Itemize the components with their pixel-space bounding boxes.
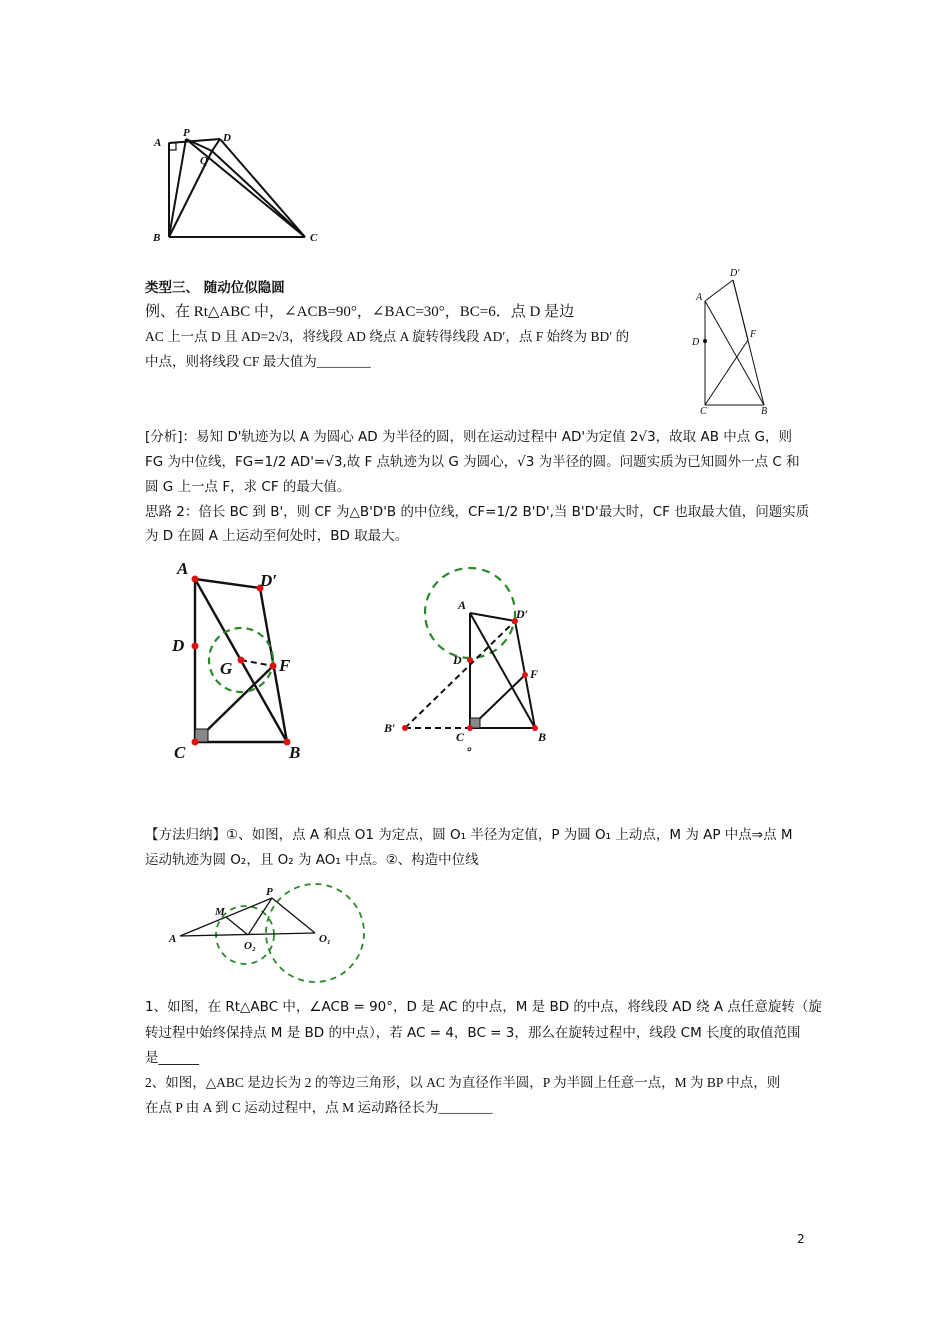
label-A: A <box>169 933 177 945</box>
analysis-line-4: 思路 2：倍长 BC 到 B'，则 CF 为△B'D'B 的中位线，CF=1/2 B'D',当 B'D'最大时，CF 也取最大值，问题实质 <box>145 504 810 520</box>
example-line-3: 中点，则将线段 CF 最大值为________ <box>145 354 371 369</box>
label-P: P <box>183 127 190 139</box>
label-D: D <box>223 132 231 144</box>
label-P: P <box>266 886 273 898</box>
label-A: A <box>458 598 467 612</box>
problem1-line-3: 是______ <box>145 1050 199 1066</box>
label-B-prime: B′ <box>384 721 396 735</box>
label-F: F <box>530 667 539 681</box>
figure-midpoint-circles <box>160 880 375 990</box>
label-O1: O₁ <box>319 933 331 945</box>
section-title: 类型三、 随动位似隐圆 <box>145 280 285 296</box>
analysis-line-2: FG 为中位线，FG=1/2 AD'=√3,故 F 点轨迹为以 G 为圆心，√3 为半径的圆。问题实质为已知圆外一点 C 和 <box>145 454 800 470</box>
problem1-line-2: 转过程中始终保持点 M 是 BD 的中点），若 AC = 4，BC = 3，那么在旋转过程中，线段 CM 长度的取值范围 <box>145 1025 801 1041</box>
label-C: C <box>174 743 186 762</box>
analysis-line-5: 为 D 在圆 A 上运动至何处时，BD 取最大。 <box>145 528 409 544</box>
label-F: F <box>279 656 291 675</box>
analysis-line-3: 圆 G 上一点 F，求 CF 的最大值。 <box>145 479 351 495</box>
problem1-line-1: 1、如图，在 Rt△ABC 中，∠ACB = 90°，D 是 AC 的中点，M 是 BD 的中点，将线段 AD 绕 A 点任意旋转（旋 <box>145 999 822 1015</box>
label-D-prime: D′ <box>730 268 740 279</box>
label-D: D <box>692 337 700 348</box>
problem2-line-2: 在点 P 由 A 到 C 运动过程中，点 M 运动路径长为________ <box>145 1100 493 1115</box>
label-dot: 。 <box>467 739 480 753</box>
label-B: B <box>153 232 161 244</box>
label-C: C <box>700 406 707 415</box>
example-line-2: AC 上一点 D 且 AD=2√3，将线段 AD 绕点 A 旋转得线段 AD′，点 F 始终为 BD′ 的 <box>145 329 630 344</box>
figure-example <box>688 265 778 415</box>
label-A: A <box>154 137 162 149</box>
label-D: D <box>172 636 185 655</box>
label-C: C <box>456 730 465 744</box>
label-B: B <box>289 743 301 762</box>
method-line-2: 运动轨迹为圆 O₂，且 O₂ 为 AO₁ 中点。②、构造中位线 <box>145 852 479 868</box>
method-line-1: 【方法归纳】①、如图，点 A 和点 O1 为定点，圆 O₁ 半径为定值，P 为圆 O₁ 上动点，M 为 AP 中点⇒点 M <box>145 827 793 843</box>
label-G: G <box>220 659 233 678</box>
label-C: C <box>310 232 318 244</box>
label-A: A <box>177 559 189 578</box>
label-D: D <box>453 653 462 667</box>
label-Q: Q <box>200 155 208 167</box>
label-A: A <box>696 292 703 303</box>
label-D-prime: D′ <box>260 571 278 590</box>
figure-circle-G <box>165 555 325 765</box>
figure-circle-A <box>378 560 563 755</box>
example-line-1: 例、在 Rt△ABC 中，∠ACB=90°，∠BAC=30°，BC=6．点 D 是边 <box>145 304 575 320</box>
figure-trapezoid <box>150 125 330 250</box>
label-M: M <box>215 906 225 918</box>
label-O2: O₂ <box>244 940 256 952</box>
label-F: F <box>750 329 757 340</box>
analysis-line-1: [分析]：易知 D'轨迹为以 A 为圆心 AD 为半径的圆，则在运动过程中 AD'为定值 2√3，故取 AB 中点 G，则 <box>145 429 792 445</box>
label-B: B <box>761 406 768 415</box>
page-number: 2 <box>797 1232 805 1246</box>
problem2-line-1: 2、如图，△ABC 是边长为 2 的等边三角形，以 AC 为直径作半圆，P 为半圆上任意一点，M 为 BP 中点，则 <box>145 1075 781 1090</box>
label-D-prime: D′ <box>516 607 529 621</box>
label-B: B <box>538 730 547 744</box>
